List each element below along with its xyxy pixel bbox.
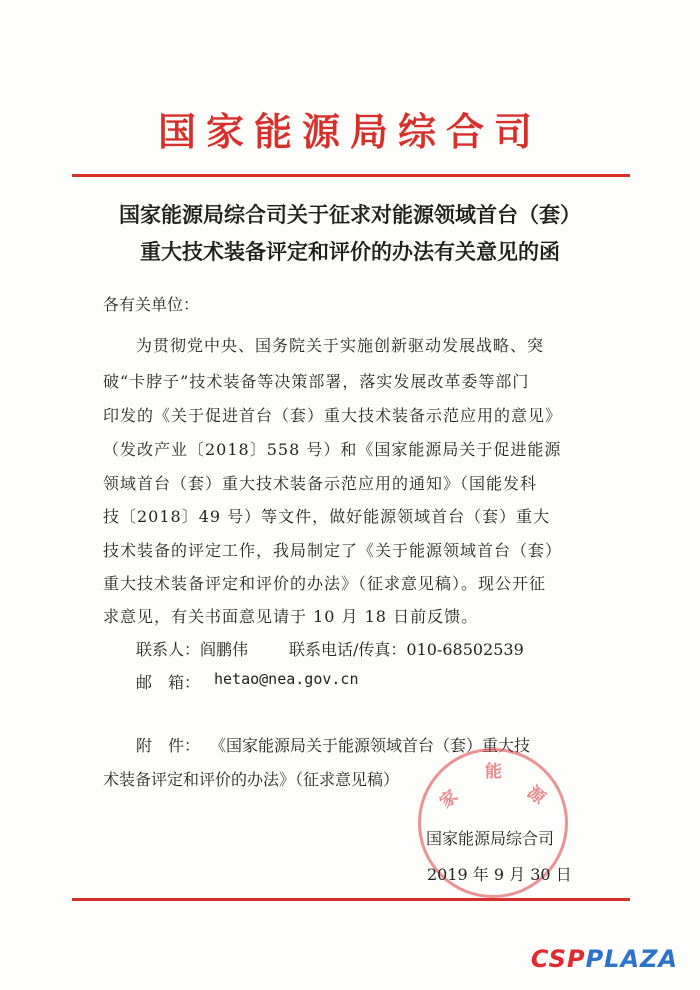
site-watermark-logo: [531, 945, 678, 973]
recipient-salutation: 各有关单位：: [103, 295, 200, 314]
contact-person: 联系人：阎鹏伟: [136, 640, 249, 659]
body-line: 重大技术装备评定和评价的办法》（征求意见稿）。现公开征: [103, 574, 547, 593]
top-red-rule: [72, 174, 630, 177]
issuing-organization-header: 国家能源局综合司: [157, 110, 542, 154]
seal-char: 家: [436, 786, 463, 813]
signature-organization: 国家能源局综合司: [426, 829, 555, 848]
watermark-part-2: PLAZA: [585, 945, 678, 973]
watermark-part-1: CSP: [530, 945, 586, 973]
body-line: 为贯彻党中央、国务院关于实施创新驱动发展战略、突: [136, 336, 545, 355]
body-line: 技〔2018〕49 号）等文件，做好能源领域首台（套）重大: [103, 507, 551, 526]
body-line: 技术装备的评定工作，我局制定了《关于能源领域首台（套）: [103, 541, 563, 560]
body-line: 领域首台（套）重大技术装备示范应用的通知》（国能发科: [103, 474, 538, 493]
contact-phone: 联系电话/传真：010-68502539: [289, 640, 524, 659]
document-title-line-1: 国家能源局综合司关于征求对能源领域首台（套）: [119, 202, 581, 227]
contact-email-label: 邮 箱：: [136, 673, 201, 692]
contact-email[interactable]: hetao@nea.gov.cn: [214, 670, 359, 688]
body-line: 印发的《关于促进首台（套）重大技术装备示范应用的意见》: [103, 406, 563, 425]
signature-date: 2019 年 9 月 30 日: [427, 865, 572, 884]
bottom-red-rule: [72, 898, 630, 901]
attachment-title-line-2: 术装备评定和评价的办法》（征求意见稿）: [103, 770, 400, 789]
body-line: 求意见，有关书面意见请于 10 月 18 日前反馈。: [103, 607, 479, 626]
seal-char: 源: [522, 782, 549, 809]
body-line: （发改产业〔2018〕558 号）和《国家能源局关于促进能源: [103, 440, 562, 459]
body-line: 破“卡脖子”技术装备等决策部署，落实发展改革委等部门: [103, 372, 530, 391]
seal-char: 能: [485, 762, 502, 782]
document-title-line-2: 重大技术装备评定和评价的办法有关意见的函: [140, 239, 560, 264]
attachment-title-line-1: 《国家能源局关于能源领域首台（套）重大技: [210, 736, 531, 755]
attachment-label: 附 件：: [136, 736, 201, 755]
